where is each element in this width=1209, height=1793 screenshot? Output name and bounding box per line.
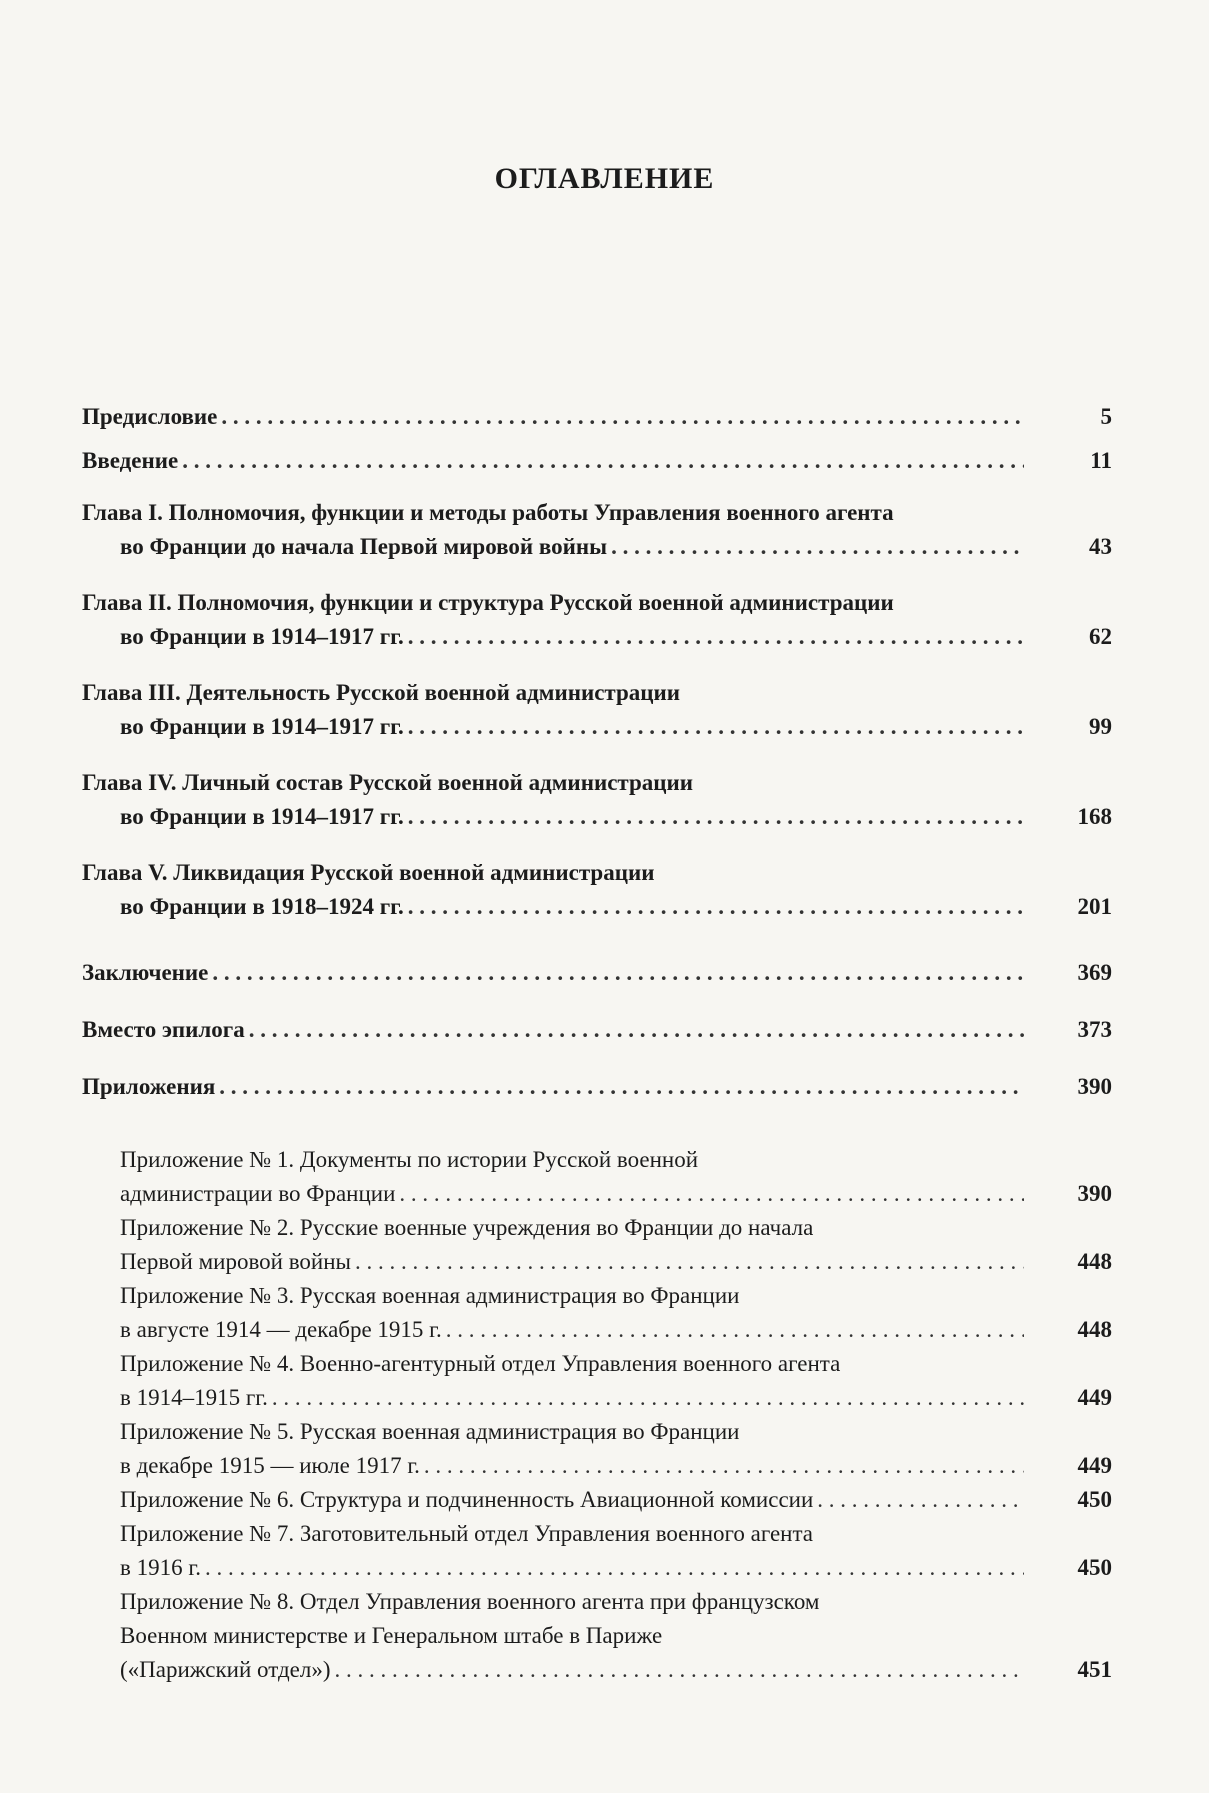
toc-appendix-7 (82, 1517, 1112, 1585)
leader-dots (399, 1177, 1024, 1211)
toc-entry-page: 62 (1089, 624, 1112, 649)
toc-entry-title: Глава V. Ликвидация Русской военной администрации (82, 860, 655, 885)
toc-entry-page: 201 (1077, 894, 1112, 919)
toc-entry-title-cont: во Франции в 1914–1917 гг. (120, 714, 404, 739)
toc-entry-chapter-1 (82, 496, 1112, 564)
toc-entry-title: Предисловие (82, 404, 218, 429)
toc-entry-epilogue (82, 1013, 1112, 1047)
toc-entry-page: 5 (1100, 404, 1112, 429)
toc-appendix-title: Приложение № 1. Документы по истории Русской военной (120, 1147, 699, 1172)
toc-appendix-title-cont: в августе 1914 — декабре 1915 г. (120, 1317, 442, 1342)
toc-entry-page: 99 (1089, 714, 1112, 739)
toc-entry-chapter-4 (82, 766, 1112, 834)
leader-dots (611, 530, 1024, 564)
leader-dots (424, 1449, 1024, 1483)
toc-appendix-title: Приложение № 4. Военно-агентурный отдел Управления военного агента (120, 1351, 841, 1376)
leader-dots (272, 1381, 1024, 1415)
toc-appendix-title-cont: в 1914–1915 гг. (120, 1385, 268, 1410)
toc-entry-page: 390 (1077, 1074, 1112, 1099)
toc-entry-title: Глава III. Деятельность Русской военной администрации (82, 680, 681, 705)
toc-appendix-8 (82, 1585, 1112, 1687)
toc-entry-conclusion (82, 956, 1112, 990)
toc-entry-page: 11 (1090, 448, 1112, 473)
toc-appendix-2 (82, 1211, 1112, 1279)
toc-appendix-1 (82, 1143, 1112, 1211)
toc-entry-introduction (82, 444, 1112, 478)
toc-entry-title: Введение (82, 448, 179, 473)
leader-dots (212, 956, 1024, 990)
leader-dots (335, 1653, 1024, 1687)
leader-dots (219, 1070, 1024, 1104)
toc-entry-page: 168 (1077, 804, 1112, 829)
toc-appendix-title: Приложение № 5. Русская военная администрация во Франции (120, 1419, 740, 1444)
leader-dots (446, 1313, 1024, 1347)
toc-appendix-6 (82, 1483, 1112, 1517)
toc-appendix-4 (82, 1347, 1112, 1415)
toc-appendix-3 (82, 1279, 1112, 1347)
leader-dots (408, 710, 1024, 744)
toc-entry-chapter-2 (82, 586, 1112, 654)
toc-appendix-page: 448 (1077, 1317, 1112, 1342)
leader-dots (355, 1245, 1024, 1279)
toc-appendix-page: 450 (1077, 1487, 1112, 1512)
toc-appendix-page: 449 (1077, 1385, 1112, 1410)
toc-appendix-title: Приложение № 6. Структура и подчиненность Авиационной комиссии (120, 1487, 814, 1512)
leader-dots (408, 620, 1024, 654)
toc-entry-preface (82, 400, 1112, 434)
toc-appendix-title-cont: в 1916 г. (120, 1555, 201, 1580)
toc-appendix-page: 448 (1077, 1249, 1112, 1274)
toc-appendix-title-cont: («Парижский отдел») (120, 1657, 331, 1682)
toc-entry-chapter-5 (82, 856, 1112, 924)
toc-appendix-page: 450 (1077, 1555, 1112, 1580)
toc-entry-title-cont: во Франции до начала Первой мировой войны (120, 534, 608, 559)
toc-appendix-title: Приложение № 3. Русская военная администрация во Франции (120, 1283, 740, 1308)
leader-dots (817, 1483, 1024, 1517)
toc-appendix-title-cont: администрации во Франции (120, 1181, 396, 1206)
toc-entry-title-cont: во Франции в 1914–1917 гг. (120, 624, 404, 649)
toc-appendix-title-cont: в декабре 1915 — июле 1917 г. (120, 1453, 420, 1478)
toc-appendix-page: 390 (1077, 1181, 1112, 1206)
toc-entry-page: 373 (1077, 1017, 1112, 1042)
toc-entry-title: Глава IV. Личный состав Русской военной администрации (82, 770, 694, 795)
leader-dots (249, 1013, 1024, 1047)
toc-entry-title-cont: во Франции в 1914–1917 гг. (120, 804, 404, 829)
page-title: ОГЛАВЛЕНИЕ (494, 162, 715, 195)
leader-dots (221, 400, 1024, 434)
toc-entry-chapter-3 (82, 676, 1112, 744)
toc-appendix-title-cont: Первой мировой войны (120, 1249, 351, 1274)
toc-appendix-title: Приложение № 8. Отдел Управления военного агента при французском (120, 1589, 820, 1614)
toc-entry-page: 43 (1089, 534, 1112, 559)
toc-entry-title: Вместо эпилога (82, 1017, 245, 1042)
toc-entry-appendices (82, 1070, 1112, 1104)
leader-dots (408, 890, 1024, 924)
toc-appendix-title: Приложение № 7. Заготовительный отдел Управления военного агента (120, 1521, 814, 1546)
toc-entry-title: Приложения (82, 1074, 216, 1099)
toc-entry-page: 369 (1077, 960, 1112, 985)
leader-dots (205, 1551, 1024, 1585)
toc-appendix-page: 451 (1077, 1657, 1112, 1682)
leader-dots (182, 444, 1024, 478)
toc-entry-title-cont: во Франции в 1918–1924 гг. (120, 894, 404, 919)
toc-entry-title: Заключение (82, 960, 209, 985)
toc-appendix-title: Приложение № 2. Русские военные учреждения во Франции до начала (120, 1215, 814, 1240)
toc-entry-title: Глава II. Полномочия, функции и структура Русской военной администрации (82, 590, 894, 615)
toc-appendix-5 (82, 1415, 1112, 1483)
leader-dots (408, 800, 1024, 834)
toc-entry-title: Глава I. Полномочия, функции и методы работы Управления военного агента (82, 500, 894, 525)
toc-appendix-title-cont: Военном министерстве и Генеральном штабе в Париже (120, 1623, 663, 1648)
toc-appendix-page: 449 (1077, 1453, 1112, 1478)
